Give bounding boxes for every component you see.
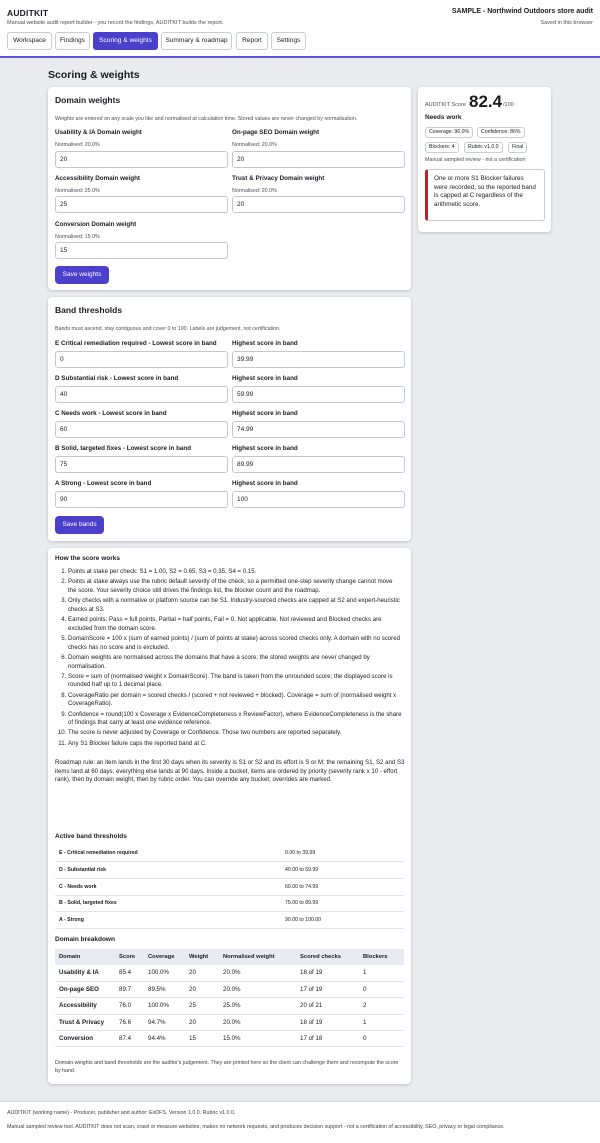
page-title: Scoring & weights xyxy=(48,69,140,81)
domain-cell: Trust & Privacy xyxy=(55,1014,115,1030)
band-range-cell: 0.00 to 39.99 xyxy=(281,845,404,862)
table-row xyxy=(55,981,404,997)
how-score-works-title: How the score works xyxy=(55,555,121,562)
weight-cell: 25 xyxy=(185,998,219,1014)
footer-disclaimer: Manual sampled review tool. AUDITKIT does not scan, crawl or measure websites, makes no network requests, and produces decision support - not a certification of accessibility, SEO, privacy or legal compliance. xyxy=(7,1124,505,1130)
tab-settings[interactable]: Settings xyxy=(271,32,306,50)
table-header-row xyxy=(55,949,404,965)
manual-review-note: Manual sampled review - not a certification xyxy=(425,157,526,163)
band-low-label-d: D Substantial risk - Lowest score in band xyxy=(55,375,179,382)
scored-checks-cell: 20 of 21 xyxy=(296,998,359,1014)
band-name-cell: A - Strong xyxy=(55,912,281,929)
normalised-weight-cell: 20.0% xyxy=(219,965,296,981)
domain-cell: Accessibility xyxy=(55,998,115,1014)
app-header xyxy=(0,0,600,58)
table-row xyxy=(55,1014,404,1030)
weight-label-conversion: Conversion Domain weight xyxy=(55,221,137,228)
judgement-note: Domain weights and band thresholds are the auditor's judgement. They are printed here so the client can challenge them and recompute the score by hand. xyxy=(55,1060,399,1074)
weight-normalised-conversion: Normalised: 15.0% xyxy=(55,234,100,240)
band-low-input-b[interactable]: 75 xyxy=(55,456,228,473)
rule-item: 7. Score = sum of (normalised weight x DomainScore). The band is taken from the unrounded score; the displayed score is rounded half up to 1 decimal place. xyxy=(68,673,402,690)
score-label: AUDITKIT Score xyxy=(425,102,466,108)
coverage-cell: 89.5% xyxy=(144,981,185,997)
weight-input-accessibility[interactable]: 25 xyxy=(55,196,228,213)
domain-cell: Usability & IA xyxy=(55,965,115,981)
tab-workspace[interactable]: Workspace xyxy=(7,32,52,50)
domain-breakdown-table xyxy=(55,949,404,1047)
app-tagline: Manual website audit report builder - you record the findings, AUDITKIT builds the report. xyxy=(7,20,224,26)
band-high-label-e: Highest score in band xyxy=(232,340,298,347)
weight-input-seo[interactable]: 20 xyxy=(232,151,405,168)
scoring-rules-list xyxy=(58,568,402,750)
score-cell: 87.4 xyxy=(115,1031,144,1047)
table-row xyxy=(55,912,404,929)
active-bands-title: Active band thresholds xyxy=(55,833,127,840)
band-name-cell: C - Needs work xyxy=(55,878,281,895)
table-row xyxy=(55,895,404,912)
rule-item: 1. Points at stake per check: S1 = 1.00, S2 = 0.65, S3 = 0.35, S4 = 0.15. xyxy=(68,568,402,577)
band-high-input-e[interactable]: 39.99 xyxy=(232,351,405,368)
rule-item: 5. DomainScore = 100 x (sum of earned points) / (sum of points at stake) across scored checks only. A domain with no scored checks has no score and is excluded. xyxy=(68,635,402,652)
weight-normalised-usability: Normalised: 20.0% xyxy=(55,142,100,148)
scored-checks-cell: 17 of 19 xyxy=(296,981,359,997)
band-high-label-c: Highest score in band xyxy=(232,410,298,417)
band-low-label-a: A Strong - Lowest score in band xyxy=(55,480,152,487)
column-header: Scored checks xyxy=(296,949,359,965)
domain-breakdown-title: Domain breakdown xyxy=(55,936,115,943)
blockers-cell: 1 xyxy=(359,1014,404,1030)
coverage-cell: 94.4% xyxy=(144,1031,185,1047)
weight-normalised-accessibility: Normalised: 25.0% xyxy=(55,188,100,194)
band-low-label-c: C Needs work - Lowest score in band xyxy=(55,410,167,417)
audit-title: SAMPLE - Northwind Outdoors store audit xyxy=(451,8,593,15)
weight-cell: 15 xyxy=(185,1031,219,1047)
table-row xyxy=(55,862,404,879)
weight-cell: 20 xyxy=(185,981,219,997)
band-name-cell: D - Substantial risk xyxy=(55,862,281,879)
band-low-label-b: B Solid, targeted fixes - Lowest score in band xyxy=(55,445,192,452)
coverage-badge: Coverage: 96.0% xyxy=(425,127,473,138)
save-status: Saved in this browser xyxy=(540,20,593,26)
rule-item: 8. CoverageRatio per domain = scored checks / (scored + not reviewed + blocked). Coverage = sum of (normalised weight x CoverageRatio). xyxy=(68,692,402,709)
band-high-input-b[interactable]: 89.99 xyxy=(232,456,405,473)
band-low-input-d[interactable]: 40 xyxy=(55,386,228,403)
score-cell: 76.6 xyxy=(115,1014,144,1030)
band-high-label-b: Highest score in band xyxy=(232,445,298,452)
scored-checks-cell: 18 of 19 xyxy=(296,1014,359,1030)
blockers-cell: 0 xyxy=(359,1031,404,1047)
rule-item: 9. Confidence = round(100 x Coverage x EvidenceCompleteness x ReviewFactor), where EvidenceCompleteness is the share of findings that carry at least one evidence reference. xyxy=(68,711,402,728)
blockers-badge: Blockers: 4 xyxy=(425,142,459,153)
band-range-cell: 75.00 to 89.99 xyxy=(281,895,404,912)
column-header: Blockers xyxy=(359,949,404,965)
footer-credits: AUDITKIT (working name) - Producer, publisher and author: ExDFS. Version 1.0.0. Rubric v1.0.0. xyxy=(7,1110,236,1116)
weight-label-trust: Trust & Privacy Domain weight xyxy=(232,175,325,182)
column-header: Coverage xyxy=(144,949,185,965)
weight-cell: 20 xyxy=(185,1014,219,1030)
weight-cell: 20 xyxy=(185,965,219,981)
save-bands-button[interactable]: Save bands xyxy=(55,516,104,534)
tab-report[interactable]: Report xyxy=(236,32,268,50)
weight-input-conversion[interactable]: 15 xyxy=(55,242,228,259)
active-bands-table xyxy=(55,845,404,929)
normalised-weight-cell: 25.0% xyxy=(219,998,296,1014)
rule-item: 11. Any S1 Blocker failure caps the reported band at C. xyxy=(68,740,402,749)
coverage-cell: 100.0% xyxy=(144,965,185,981)
band-range-cell: 90.00 to 100.00 xyxy=(281,912,404,929)
band-low-input-e[interactable]: 0 xyxy=(55,351,228,368)
weight-normalised-seo: Normalised: 20.0% xyxy=(232,142,277,148)
normalised-weight-cell: 20.0% xyxy=(219,981,296,997)
save-weights-button[interactable]: Save weights xyxy=(55,266,109,284)
score-cell: 85.4 xyxy=(115,965,144,981)
blocker-cap-alert: One or more S1 Blocker failures were recorded, so the reported band is capped at C regardless of the arithmetic score. xyxy=(425,169,545,221)
band-high-label-d: Highest score in band xyxy=(232,375,298,382)
column-header: Domain xyxy=(55,949,115,965)
coverage-cell: 94.7% xyxy=(144,1014,185,1030)
band-low-input-c[interactable]: 60 xyxy=(55,421,228,438)
band-name-cell: E - Critical remediation required xyxy=(55,845,281,862)
tab-findings[interactable]: Findings xyxy=(55,32,90,50)
domain-weights-title: Domain weights xyxy=(55,95,121,105)
column-header: Weight xyxy=(185,949,219,965)
normalised-weight-cell: 20.0% xyxy=(219,1014,296,1030)
tab-scoring-weights[interactable]: Scoring & weights xyxy=(93,32,158,50)
weight-label-accessibility: Accessibility Domain weight xyxy=(55,175,141,182)
score-band: Needs work xyxy=(425,114,462,121)
table-row xyxy=(55,965,404,981)
confidence-badge: Confidence: 86% xyxy=(477,127,525,138)
status-badge: Final xyxy=(508,142,527,153)
weight-input-usability[interactable]: 20 xyxy=(55,151,228,168)
score-out-of: /100 xyxy=(503,102,514,108)
column-header: Score xyxy=(115,949,144,965)
band-high-input-a[interactable]: 100 xyxy=(232,491,405,508)
normalised-weight-cell: 15.0% xyxy=(219,1031,296,1047)
table-row xyxy=(55,1031,404,1047)
table-row xyxy=(55,998,404,1014)
rule-item: 2. Points at stake always use the rubric default severity of the check, so a permitted one-step severity change cannot move the score. Your severity choice still drives the findings list, the blocker count and the roadmap. xyxy=(68,578,402,595)
weight-input-trust[interactable]: 20 xyxy=(232,196,405,213)
band-range-cell: 60.00 to 74.99 xyxy=(281,878,404,895)
brand-logo: AUDITKIT xyxy=(7,8,49,18)
band-range-cell: 40.00 to 59.99 xyxy=(281,862,404,879)
domain-cell: Conversion xyxy=(55,1031,115,1047)
table-row xyxy=(55,878,404,895)
domain-weights-hint: Weights are entered on any scale you like and normalised at calculation time. Stored values are never changed by normalisation. xyxy=(55,116,358,122)
domain-cell: On-page SEO xyxy=(55,981,115,997)
scored-checks-cell: 17 of 18 xyxy=(296,1031,359,1047)
band-high-input-d[interactable]: 59.99 xyxy=(232,386,405,403)
page-footer xyxy=(0,1101,600,1143)
band-high-input-c[interactable]: 74.99 xyxy=(232,421,405,438)
rule-item: 3. Only checks with a normative or platform source can be S1. Industry-sourced checks are capped at S2 and expert-heuristic checks at S3. xyxy=(68,597,402,614)
blockers-cell: 0 xyxy=(359,981,404,997)
band-thresholds-hint: Bands must ascend, stay contiguous and cover 0 to 100. Labels are judgement, not certification. xyxy=(55,326,281,332)
roadmap-rule: Roadmap rule: an item lands in the first 30 days when its severity is S1 or S2 and its effort is S or M; the remaining S1, S2 and S3 items land at 60 days; everything else lands at 90 days. Inside a bucket, items are ordered by priority (severity rank x 10 - effort rank), then by domain weight, then by rubric order. You can override any bucket; overrides are marked. xyxy=(55,759,405,784)
rule-item: 4. Earned points: Pass = full points, Partial = half points, Fail = 0. Not applicable, Not reviewed and Blocked checks are excluded from the domain score. xyxy=(68,616,402,633)
band-name-cell: B - Solid, targeted fixes xyxy=(55,895,281,912)
band-low-label-e: E Critical remediation required - Lowest score in band xyxy=(55,340,217,347)
table-row xyxy=(55,845,404,862)
blockers-cell: 1 xyxy=(359,965,404,981)
score-value: 82.4 xyxy=(469,92,503,111)
score-cell: 89.7 xyxy=(115,981,144,997)
band-thresholds-title: Band thresholds xyxy=(55,305,123,315)
column-header: Normalised weight xyxy=(219,949,296,965)
weight-normalised-trust: Normalised: 20.0% xyxy=(232,188,277,194)
rubric-badge: Rubric v1.0.0 xyxy=(464,142,503,153)
band-low-input-a[interactable]: 90 xyxy=(55,491,228,508)
tab-summary-roadmap[interactable]: Summary & roadmap xyxy=(161,32,232,50)
band-high-label-a: Highest score in band xyxy=(232,480,298,487)
weight-label-seo: On-page SEO Domain weight xyxy=(232,129,320,136)
score-cell: 76.0 xyxy=(115,998,144,1014)
rule-item: 10. The score is never adjusted by Coverage or Confidence. Those two numbers are reported separately. xyxy=(68,729,402,738)
weight-label-usability: Usability & IA Domain weight xyxy=(55,129,142,136)
blockers-cell: 2 xyxy=(359,998,404,1014)
rule-item: 6. Domain weights are normalised across the domains that have a score; the stored weights are never changed by normalisation. xyxy=(68,654,402,671)
scored-checks-cell: 18 of 19 xyxy=(296,965,359,981)
coverage-cell: 100.0% xyxy=(144,998,185,1014)
